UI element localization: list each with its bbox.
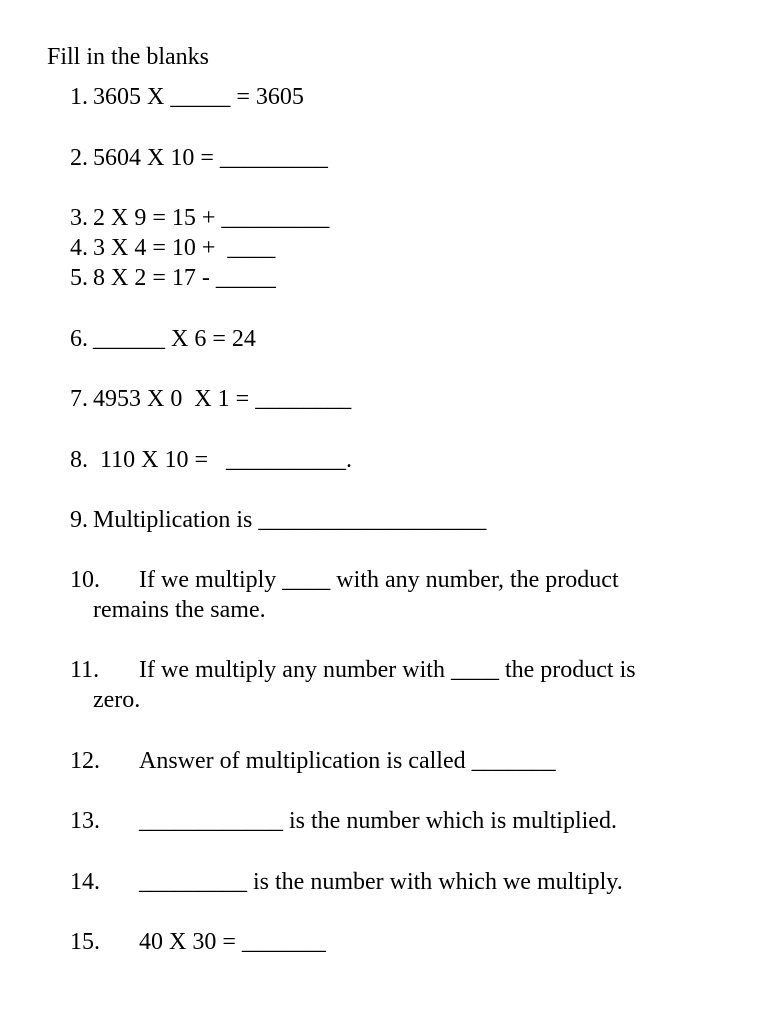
question-text-continued: remains the same.: [93, 597, 266, 623]
worksheet-title: Fill in the blanks: [47, 44, 209, 70]
question-text: Multiplication is ___________________: [93, 507, 487, 533]
question-text: 3605 X _____ = 3605: [93, 84, 304, 110]
question-number: 13.: [70, 808, 100, 834]
question-2: [70, 143, 710, 173]
question-text: 8 X 2 = 17 - _____: [93, 265, 276, 291]
question-text: _________ is the number with which we multiply.: [139, 869, 623, 895]
question-15: [70, 927, 710, 957]
question-number: 12.: [70, 748, 100, 774]
question-6: [70, 324, 710, 354]
question-9: [70, 505, 710, 535]
question-text: 3 X 4 = 10 + ____: [93, 235, 276, 261]
question-12: [70, 746, 710, 776]
question-text: 4953 X 0 X 1 = ________: [93, 386, 352, 412]
question-1: [70, 82, 710, 112]
question-text: 5604 X 10 = _________: [93, 145, 328, 171]
question-number: 4.: [70, 235, 88, 261]
question-number: 10.: [70, 567, 100, 593]
question-text: If we multiply any number with ____ the product is: [139, 657, 636, 683]
question-text-continued: zero.: [93, 687, 141, 713]
question-number: 7.: [70, 386, 88, 412]
question-number: 11.: [70, 657, 100, 683]
question-13: [70, 806, 710, 836]
question-text: If we multiply ____ with any number, the product: [139, 567, 619, 593]
question-text: 2 X 9 = 15 + _________: [93, 205, 330, 231]
question-text: 40 X 30 = _______: [139, 929, 326, 955]
question-number: 14.: [70, 869, 100, 895]
question-text: Answer of multiplication is called _______: [139, 748, 556, 774]
question-11: [70, 655, 710, 715]
question-10: [70, 565, 710, 625]
question-number: 15.: [70, 929, 100, 955]
question-7: [70, 384, 710, 414]
question-number: 9.: [70, 507, 88, 533]
question-text: ______ X 6 = 24: [93, 326, 256, 352]
question-14: [70, 867, 710, 897]
question-number: 3.: [70, 205, 88, 231]
question-number: 6.: [70, 326, 88, 352]
question-5: [70, 263, 710, 293]
question-text: ____________ is the number which is multiplied.: [139, 808, 617, 834]
question-number: 2.: [70, 145, 88, 171]
question-number: 5.: [70, 265, 88, 291]
question-8: [70, 445, 710, 475]
question-number: 1.: [70, 84, 88, 110]
question-4: [70, 233, 710, 263]
question-3: [70, 203, 710, 233]
question-text: 8. 110 X 10 = __________.: [70, 447, 352, 473]
